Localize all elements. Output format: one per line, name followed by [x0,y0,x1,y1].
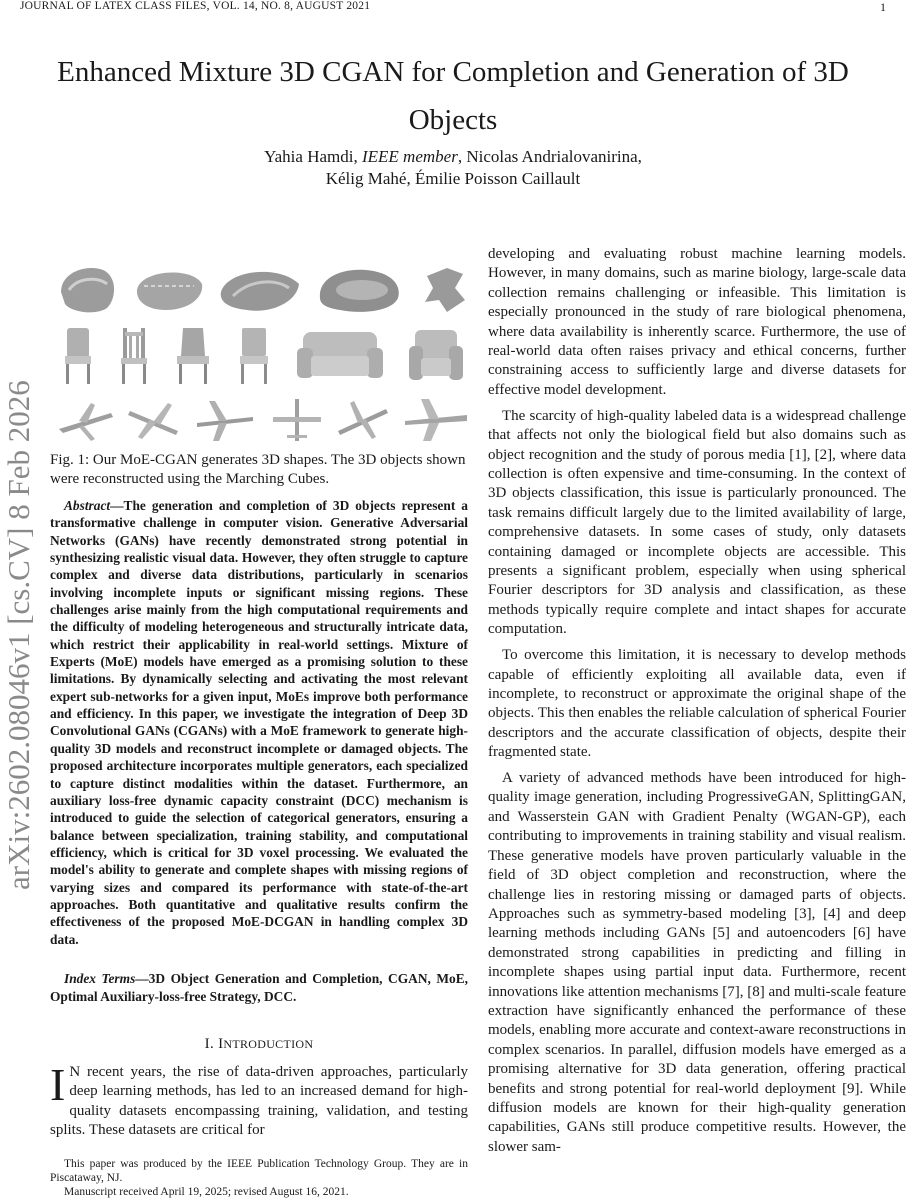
running-header: JOURNAL OF LATEX CLASS FILES, VOL. 14, NO. 8, AUGUST 2021 [20,0,371,12]
page-number: 1 [880,0,886,14]
chair-shape [117,326,151,386]
abstract [50,497,468,948]
chair-shape [173,326,213,386]
author-list [60,146,846,190]
right-column [488,245,906,1164]
figure-1 [50,255,476,449]
section-title-first: I [218,1036,224,1052]
chair-shape [61,326,95,386]
author-name: Yahia Hamdi, [264,147,358,166]
intro-paragraph [50,1059,468,1141]
figure-row-airplanes [50,393,476,447]
paper-title: Enhanced Mixture 3D CGAN for Completion and Generation of 3D Objects [57,56,849,136]
author-line-1 [60,146,846,168]
airplane-shape [401,395,471,445]
otolith-shape [57,262,119,316]
otolith-shape [219,262,301,316]
paragraph: developing and evaluating robust machine learning models. However, in many domains, such as marine biology, large-scale data collection remains challenging or infeasible. This limitation is especially pronounced in the study of rare biological phenomena, where data availability is inherently scarce. Furthermore, the use of real-world data often raises privacy and ethical concerns, further constraining access to sufficiently large and diverse datasets for effective model development. [488,246,906,398]
abstract-text: —The generation and completion of 3D objects represent a transformative challenge in computer vision. Generative Adversarial Networks (GANs) have recently demonstrated strong potential in synthesizing realistic visual data. However, they often struggle to capture complex and diverse data distributions, particularly in scenarios involving incomplete inputs or significant missing regions. These challenges arise mainly from the high computational requirements and the difficulty of modeling heterogeneous and structurally intricate data, which restrict their applicability in real-world settings. Mixture of Experts (MoE) models have emerged as a promising solution to these limitations. By dynamically selecting and activating the most relevant expert sub-networks for a given input, MoEs improve both performance and efficiency. In this paper, we investigate the integration of Deep 3D Convolutional GANs (CGANs) with a MoE framework to generate high-quality 3D models and reconstruct incomplete or damaged objects. The proposed architecture incorporates multiple generators, each specialized to capture distinct modalities within the dataset. Furthermore, an auxiliary loss-free dynamic capacity constraint (DCC) mechanism is introduced to guide the selection of categorical generators, ensuring a balance between specialization, training stability, and computational efficiency, which is critical for 3D voxel processing. We evaluated the model's ability to generate and complete shapes with missing regions of varying sizes and compared its performance with state-of-the-art approaches. Both quantitative and qualitative results confirm the effectiveness of the proposed MoE-DCGAN in handling complex 3D data. [50,498,468,947]
index-terms-text: —3D Object Generation and Completion, CGAN, MoE, Optimal Auxiliary-loss-free Strategy, DCC. [50,971,468,1004]
intro-text: N recent years, the rise of data-driven approaches, particularly deep learning methods, has led to an increased demand for high-quality datasets encompassing training, validation, and testing splits. These datasets are critical for [50,1064,468,1139]
airplane-shape [267,395,323,445]
author-line-2: Kélig Mahé, Émilie Poisson Caillault [325,169,581,188]
footnote-publication: This paper was produced by the IEEE Publication Technology Group. They are in Piscataway, NJ. [50,1158,468,1184]
sofa-shape [407,326,465,386]
paragraph: A variety of advanced methods have been introduced for high-quality image generation, including ProgressiveGAN, SplittingGAN, and Wasserstein GAN with Gradient Penalty (WGAN-GP), each contributing to improvements in training stability and visual realism. These generative models have proven particularly valuable in the field of 3D object completion and reconstruction, where the challenge lies in restoring missing or damaged parts of objects. Approaches such as symmetry-based modeling [3], [4] and deep learning methods including GANs [5] and autoencoders [6] have demonstrated strong capabilities in predicting and filling in incomplete shapes using partial input data. Furthermore, recent innovations like attention mechanisms [7], [8] and multi-scale feature extraction have significantly enhanced the performance of these models, enabling more accurate and context-aware reconstructions in complex scenarios. In parallel, diffusion models have emerged as a promising alternative for 3D data generation, offering practical benefits and strong potential for real-world deployment [9]. While diffusion models are known for their high-quality generation capabilities, GANs still produce competitive results. However, the slower sam- [488,770,906,1155]
figure-row-chairs [50,325,476,387]
otolith-shape [316,262,402,316]
airplane-shape [193,395,257,445]
section-title-rest: NTRODUCTION [223,1037,314,1051]
paragraph: The scarcity of high-quality labeled data is a widespread challenge that affects not only the biological field but also domains such as object recognition and the study of porous media [1], [2], where data collection is often expensive and time-consuming. In the context of 3D objects classification, this issue is particularly pronounced. The task remains difficult largely due to the limited availability of large, comprehensive datasets. In some cases of study, only datasets containing damaged or incomplete objects are accessible. This presents a significant problem, especially when using spherical Fourier descriptors for 3D analysis and classification, as these methods typically require complete and intact shapes for accurate computation. [488,407,906,638]
arxiv-stamp: arXiv:2602.08046v1 [cs.CV] 8 Feb 2026 [1,380,36,890]
chair-shape [235,326,273,386]
index-terms-label: Index Terms [64,971,136,986]
paragraph: To overcome this limitation, it is necessary to develop methods capable of efficiently exploiting all available data, even if incomplete, to reconstruct or approximate the original shape of the objects. This then enables the reliable calculation of spherical Fourier descriptors and the accurate classification of objects, despite their fragmented state. [488,647,906,761]
otolith-shape [417,262,469,316]
author-role: IEEE member [361,147,458,166]
figure-caption: Fig. 1: Our MoE-CGAN generates 3D shapes. The 3D objects shown were reconstructed using the Marching Cubes. [50,452,466,487]
author-rest: , Nicolas Andrialovanirina, [457,147,642,166]
airplane-shape [55,395,115,445]
sofa-shape [295,326,385,386]
figure-row-otoliths [50,259,476,319]
abstract-label: Abstract [64,498,111,513]
airplane-shape [124,395,184,445]
footnote-manuscript: Manuscript received April 19, 2025; revised August 16, 2021. [64,1186,349,1198]
index-terms [50,970,468,1005]
dropcap: I [50,1059,66,1110]
section-number: I. [204,1036,215,1052]
airplane-shape [332,395,392,445]
section-heading [50,1036,468,1053]
otolith-shape [134,264,204,314]
